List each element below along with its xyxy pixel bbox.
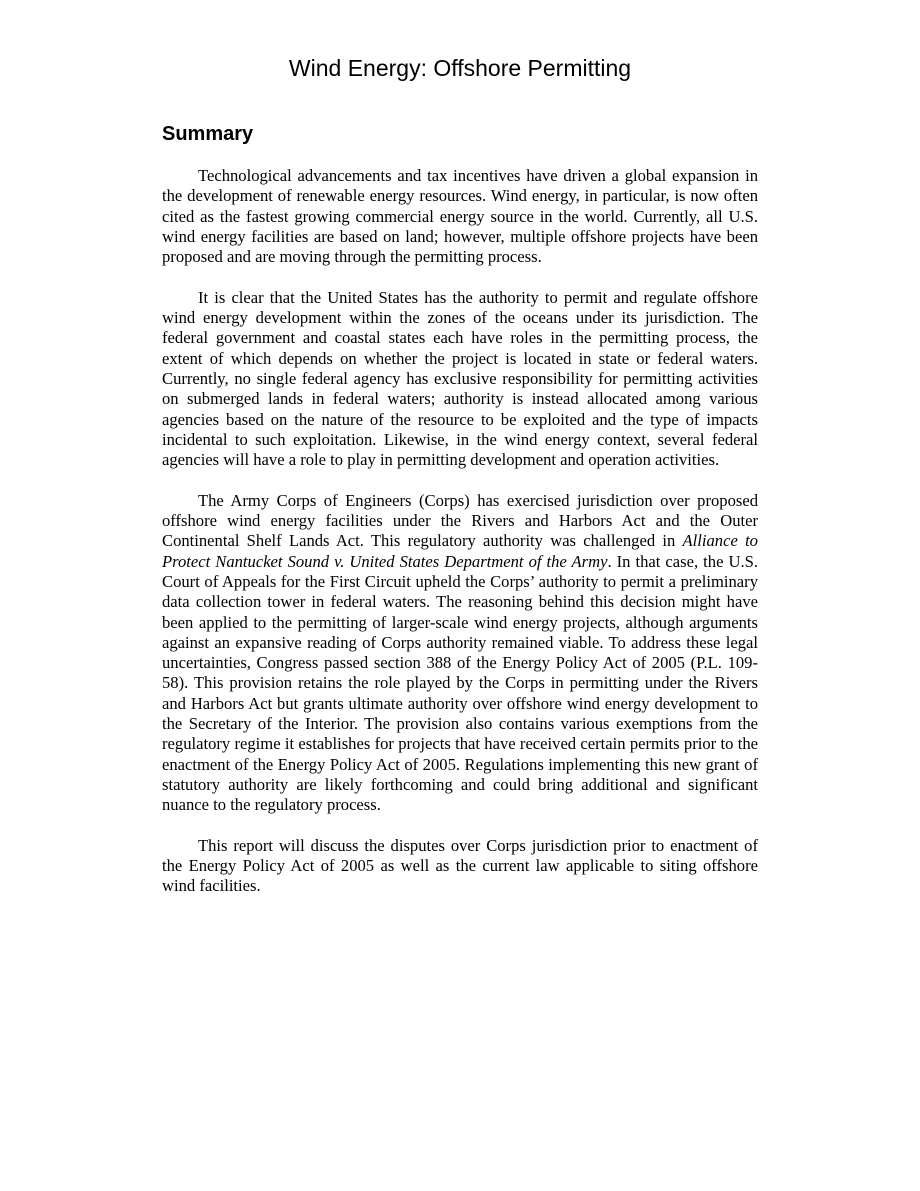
- paragraph-3-text-start: The Army Corps of Engineers (Corps) has exercised jurisdiction over proposed offshore wind energy facilities under the Rivers and Harbors Act and the Outer Continental Shelf Lands Act. This regulatory authority was challenged in: [162, 490, 758, 551]
- document-title: Wind Energy: Offshore Permitting: [288, 55, 632, 81]
- summary-paragraph-1: Technological advancements and tax incentives have driven a global expansion in the development of renewable energy resources. Wind energy, in particular, is now often cited as the fastest growing commercial energy source in the world. Currently, all U.S. wind energy facilities are based on land; however, multiple offshore projects have been proposed and are moving through the permitting process.: [162, 166, 758, 267]
- section-heading-summary: Summary: [162, 123, 254, 145]
- case-name-italic: Alliance to Protect Nantucket Sound v. United States Department of the Army: [162, 531, 758, 571]
- paragraph-3-text-end: . In that case, the U.S. Court of Appeals for the First Circuit upheld the Corps’ authority to permit a preliminary data collection tower in federal waters. The reasoning behind this decision might have been applied to the permitting of larger-scale wind energy projects, although arguments against an expansive reading of Corps authority remained viable. To address these legal uncertainties, Congress passed section 388 of the Energy Policy Act of 2005 (P.L. 109-58). This provision retains the role played by the Corps in permitting under the Rivers and Harbors Act but grants ultimate authority over offshore wind energy development to the Secretary of the Interior. The provision also contains various exemptions from the regulatory regime it establishes for projects that have received certain permits prior to the enactment of the Energy Policy Act of 2005. Regulations implementing this new grant of statutory authority are likely forthcoming and could bring additional and significant nuance to the regulatory process.: [162, 551, 758, 815]
- summary-paragraph-4: This report will discuss the disputes over Corps jurisdiction prior to enactment of the Energy Policy Act of 2005 as well as the current law applicable to siting offshore wind facilities.: [162, 835, 758, 896]
- summary-body: [162, 166, 758, 917]
- summary-paragraph-3: [162, 491, 758, 816]
- summary-paragraph-2: It is clear that the United States has the authority to permit and regulate offshore wind energy development within the zones of the oceans under its jurisdiction. The federal government and coastal states each have roles in the permitting process, the extent of which depends on whether the project is located in state or federal waters. Currently, no single federal agency has exclusive responsibility for permitting activities on submerged lands in federal waters; authority is instead allocated among various agencies based on the nature of the resource to be exploited and the type of impacts incidental to such exploitation. Likewise, in the wind energy context, several federal agencies will have a role to play in permitting development and operation activities.: [162, 287, 758, 470]
